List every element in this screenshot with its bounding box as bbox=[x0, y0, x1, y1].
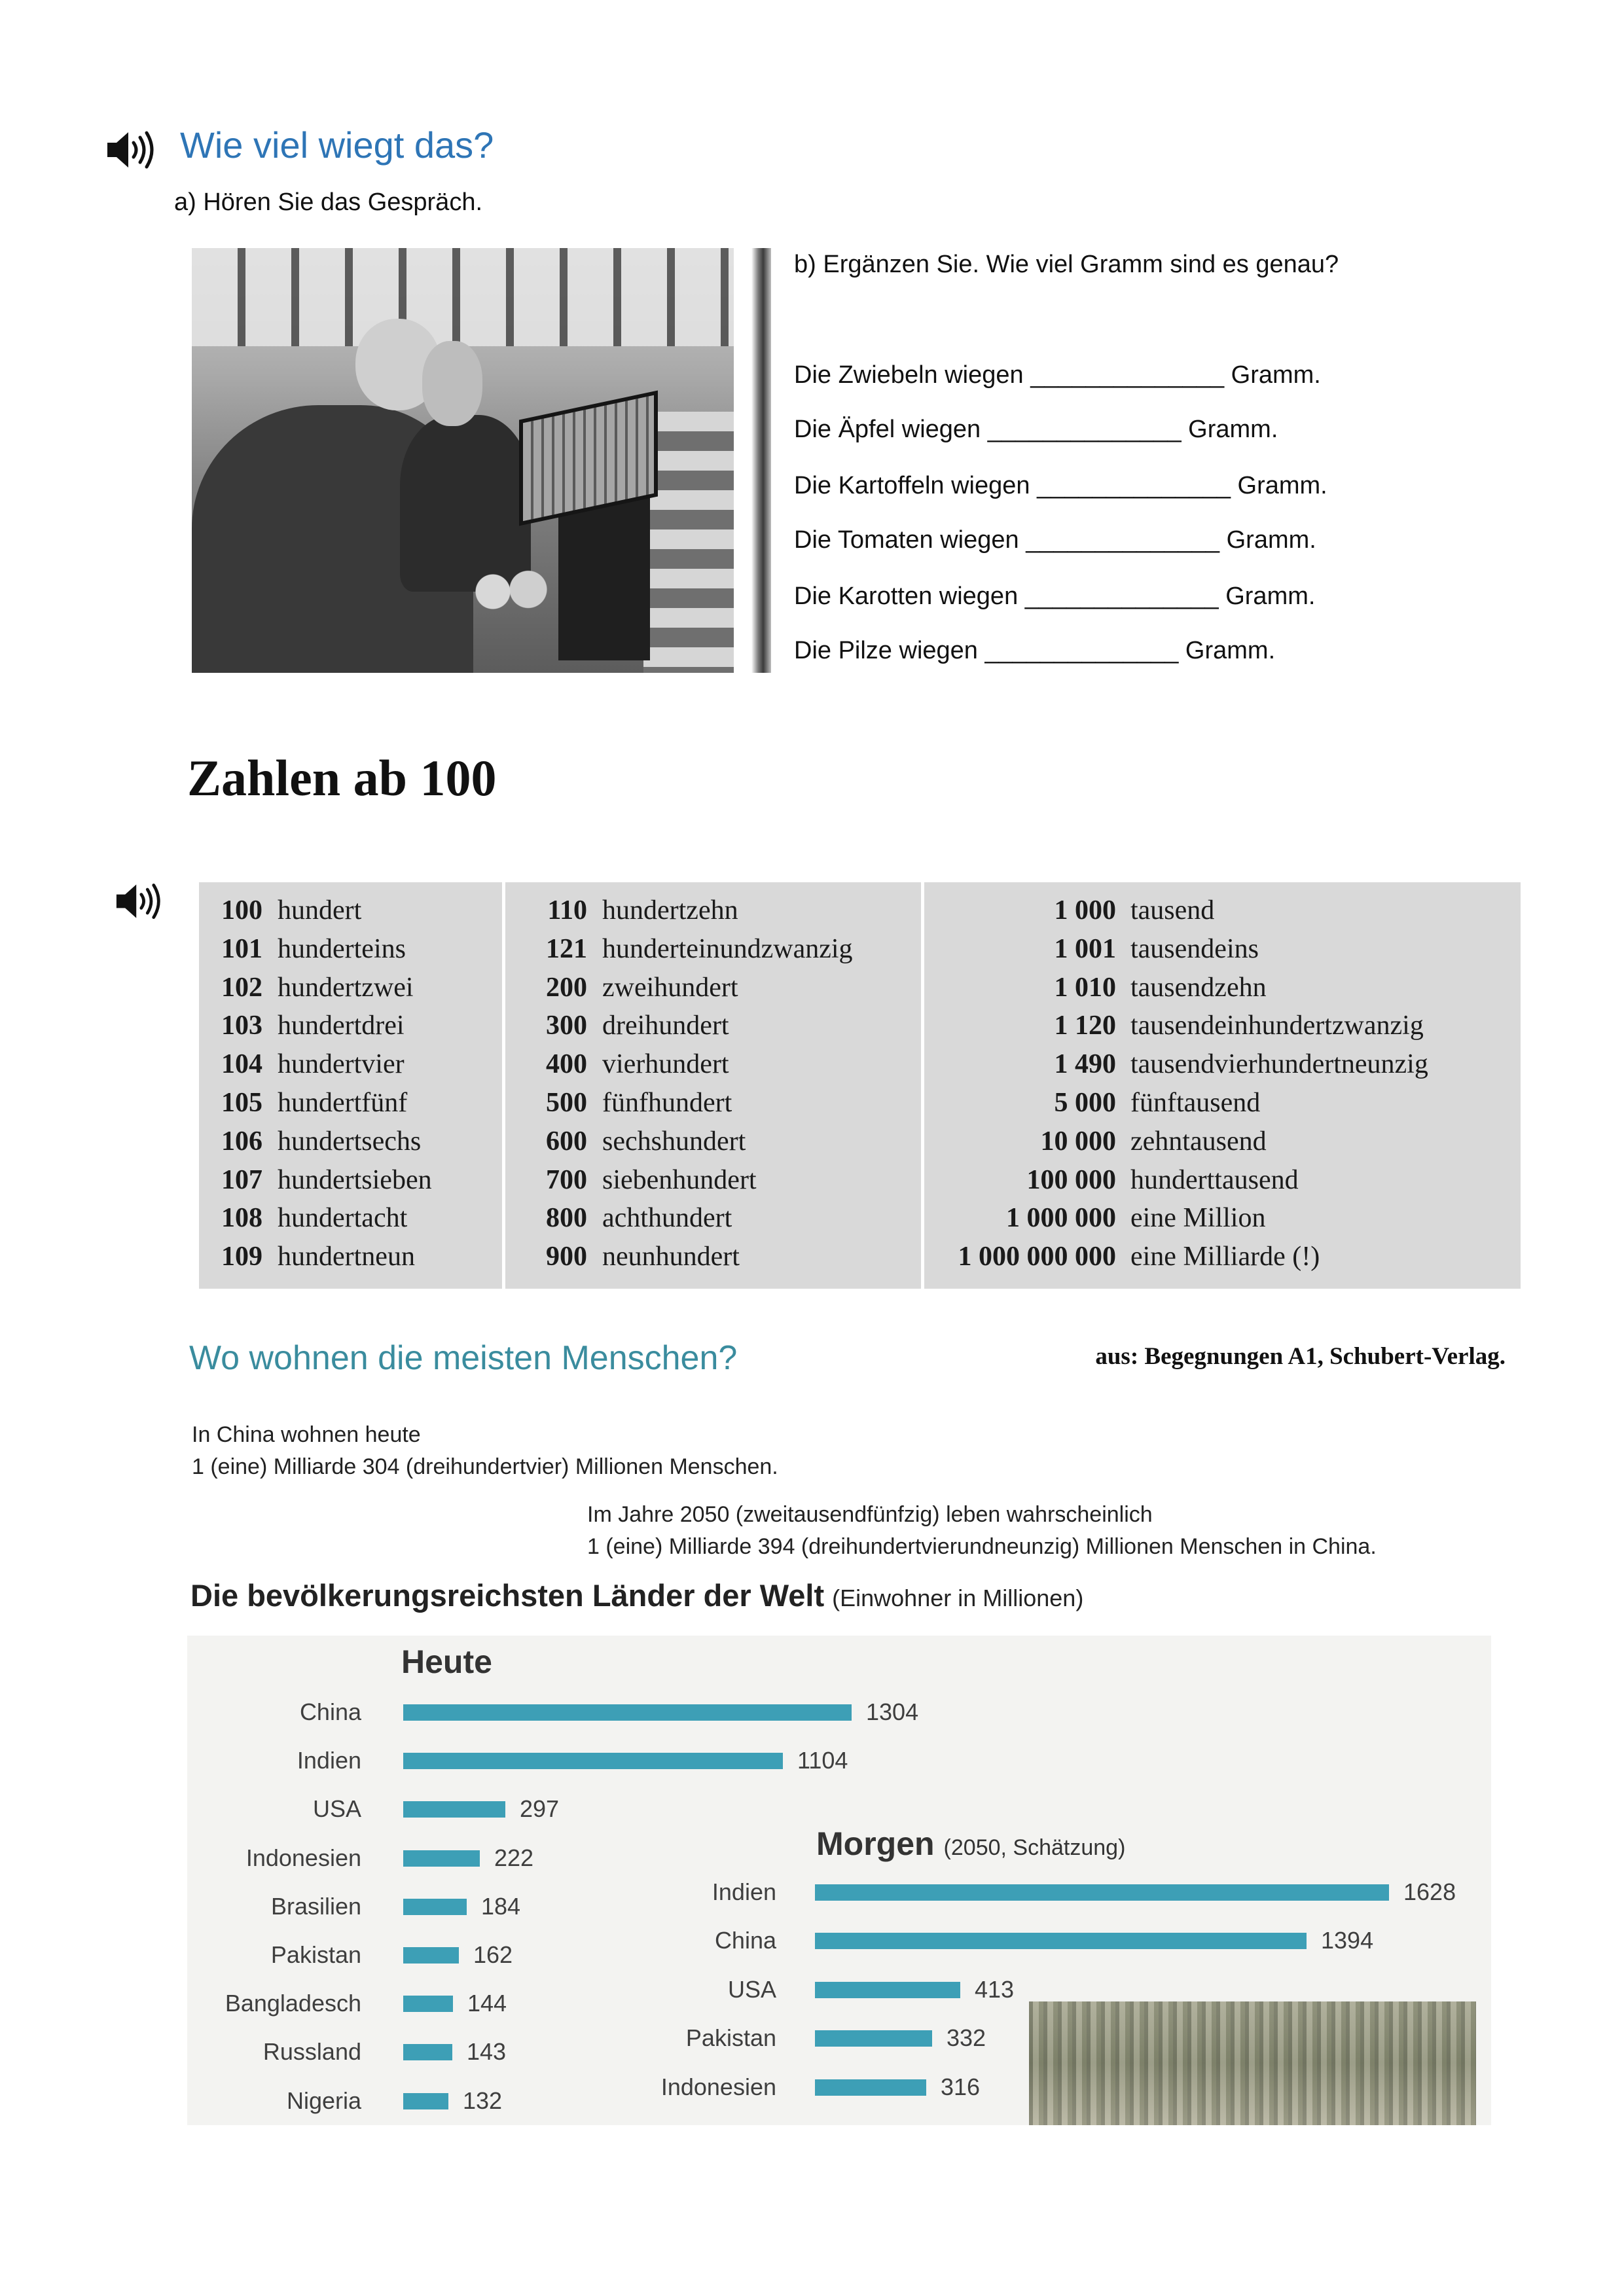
value-label: 143 bbox=[467, 2038, 507, 2065]
task-b-instruction: b) Ergänzen Sie. Wie viel Gramm sind es genau? bbox=[794, 251, 1339, 278]
value-label: 1304 bbox=[866, 1698, 919, 1725]
photo-woman-figure bbox=[400, 415, 531, 592]
number-word: sechshundert bbox=[602, 1126, 746, 1157]
number-value: 400 bbox=[546, 1049, 587, 1079]
sentence-text: Die Tomaten wiegen bbox=[794, 526, 1019, 554]
number-value: 106 bbox=[221, 1126, 262, 1157]
shopping-scale-photo bbox=[192, 248, 734, 673]
value-label: 1394 bbox=[1321, 1927, 1374, 1954]
number-value: 100 000 bbox=[1026, 1165, 1116, 1195]
number-value: 1 001 bbox=[1054, 934, 1116, 964]
chart-heading bbox=[190, 1580, 1083, 1611]
answer-blank: ______________ bbox=[1037, 472, 1231, 499]
value-label: 1104 bbox=[797, 1747, 848, 1774]
number-value: 500 bbox=[546, 1088, 587, 1118]
number-word: tausendvierhundertneunzig bbox=[1130, 1049, 1428, 1079]
sentence-text: Die Karotten wiegen bbox=[794, 583, 1019, 610]
unit-label: Gramm. bbox=[1188, 416, 1278, 443]
number-value: 10 000 bbox=[1040, 1126, 1116, 1157]
category-label: Nigeria bbox=[286, 2087, 361, 2114]
unit-label: Gramm. bbox=[1237, 472, 1327, 499]
category-label: Indien bbox=[712, 1878, 776, 1905]
category-label: USA bbox=[312, 1795, 361, 1822]
answer-blank: ______________ bbox=[1024, 583, 1219, 610]
sentence-text: Die Äpfel wiegen bbox=[794, 416, 981, 443]
chart-future-heading bbox=[816, 1827, 1125, 1860]
photo-windows bbox=[192, 248, 734, 346]
chart-today-title: Heute bbox=[401, 1643, 492, 1680]
section-heading-population: Wo wohnen die meisten Menschen? bbox=[189, 1339, 738, 1377]
number-word: fünfhundert bbox=[602, 1088, 732, 1118]
chart-title: Die bevölkerungsreichsten Länder der Welt bbox=[190, 1578, 825, 1613]
category-label: Pakistan bbox=[270, 1941, 361, 1968]
number-value: 121 bbox=[546, 934, 587, 964]
number-word: hundertdrei bbox=[278, 1011, 405, 1041]
today-text-line: 1 (eine) Milliarde 304 (dreihundertvier) Millionen Menschen. bbox=[192, 1454, 778, 1479]
value-label: 1628 bbox=[1403, 1878, 1456, 1905]
unit-label: Gramm. bbox=[1185, 637, 1276, 664]
number-word: hundertneun bbox=[278, 1242, 415, 1272]
number-value: 1 000 000 bbox=[1006, 1203, 1116, 1233]
fill-in-sentence bbox=[794, 638, 1275, 663]
number-word: hundertacht bbox=[278, 1203, 408, 1233]
photo-woman-head bbox=[422, 341, 482, 426]
fill-in-sentence bbox=[794, 528, 1316, 552]
value-label: 184 bbox=[481, 1893, 521, 1920]
future-text-line: 1 (eine) Milliarde 394 (dreihundertvierundneunzig) Millionen Menschen in China. bbox=[587, 1534, 1377, 1559]
fill-in-sentence bbox=[794, 363, 1321, 387]
bar bbox=[815, 1884, 1389, 1901]
category-label: Russland bbox=[262, 2038, 361, 2065]
value-label: 144 bbox=[467, 1990, 507, 2017]
section-title-numbers: Zahlen ab 100 bbox=[187, 749, 497, 806]
unit-label: Gramm. bbox=[1226, 526, 1316, 554]
fill-in-sentence bbox=[794, 473, 1327, 498]
source-citation: aus: Begegnungen A1, Schubert-Verlag. bbox=[1095, 1343, 1506, 1370]
unit-label: Gramm. bbox=[1231, 361, 1321, 389]
number-value: 1 490 bbox=[1054, 1049, 1116, 1079]
answer-blank: ______________ bbox=[984, 637, 1179, 664]
bar bbox=[815, 1933, 1307, 1949]
speaker-icon bbox=[106, 130, 156, 170]
sentence-text: Die Pilze wiegen bbox=[794, 637, 978, 664]
scan-edge-shadow bbox=[751, 248, 771, 673]
number-word: hundertzehn bbox=[602, 895, 738, 925]
sentence-text: Die Kartoffeln wiegen bbox=[794, 472, 1030, 499]
number-word: tausendeins bbox=[1130, 934, 1259, 964]
number-word: fünftausend bbox=[1130, 1088, 1261, 1118]
future-text-line: Im Jahre 2050 (zweitausendfünfzig) leben wahrscheinlich bbox=[587, 1502, 1153, 1527]
bar bbox=[403, 1801, 505, 1818]
number-table bbox=[199, 882, 1521, 1289]
number-word: zweihundert bbox=[602, 973, 738, 1003]
number-value: 110 bbox=[547, 895, 587, 925]
number-word: hunderteinundzwanzig bbox=[602, 934, 853, 964]
number-value: 800 bbox=[546, 1203, 587, 1233]
number-word: neunhundert bbox=[602, 1242, 740, 1272]
number-word: hundert bbox=[278, 895, 362, 925]
answer-blank: ______________ bbox=[1026, 526, 1220, 554]
value-label: 413 bbox=[975, 1976, 1015, 2003]
bar bbox=[815, 2079, 926, 2096]
number-word: hundertvier bbox=[278, 1049, 405, 1079]
population-chart bbox=[187, 1636, 1491, 2125]
today-text-line: In China wohnen heute bbox=[192, 1422, 421, 1447]
bar bbox=[403, 2093, 448, 2109]
number-value: 200 bbox=[546, 973, 587, 1003]
number-word: hunderteins bbox=[278, 934, 406, 964]
bar bbox=[403, 2044, 452, 2060]
number-value: 109 bbox=[221, 1242, 262, 1272]
exercise-title: Wie viel wiegt das? bbox=[180, 124, 494, 166]
fill-in-sentence bbox=[794, 417, 1278, 442]
number-value: 600 bbox=[546, 1126, 587, 1157]
category-label: China bbox=[714, 1927, 776, 1954]
category-label: Indien bbox=[297, 1747, 361, 1774]
unit-label: Gramm. bbox=[1225, 583, 1316, 610]
number-value: 1 000 000 000 bbox=[958, 1242, 1116, 1272]
chart-future-title: Morgen bbox=[816, 1825, 935, 1862]
value-label: 332 bbox=[947, 2024, 986, 2051]
number-word: tausend bbox=[1130, 895, 1215, 925]
number-word: hundertsieben bbox=[278, 1165, 432, 1195]
bar bbox=[403, 1947, 459, 1964]
number-word: hundertzwei bbox=[278, 973, 414, 1003]
bar bbox=[815, 1982, 960, 1998]
number-value: 700 bbox=[546, 1165, 587, 1195]
answer-blank: ______________ bbox=[1030, 361, 1225, 389]
number-word: eine Milliarde (!) bbox=[1130, 1242, 1320, 1272]
bar bbox=[403, 1996, 453, 2012]
number-word: eine Million bbox=[1130, 1203, 1266, 1233]
number-value: 100 bbox=[221, 895, 262, 925]
number-value: 102 bbox=[221, 973, 262, 1003]
number-value: 108 bbox=[221, 1203, 262, 1233]
number-word: siebenhundert bbox=[602, 1165, 757, 1195]
bar bbox=[403, 1753, 783, 1769]
bar bbox=[403, 1899, 467, 1915]
bar bbox=[403, 1704, 852, 1721]
number-value: 1 120 bbox=[1054, 1011, 1116, 1041]
value-label: 132 bbox=[463, 2087, 503, 2114]
number-value: 105 bbox=[221, 1088, 262, 1118]
number-word: zehntausend bbox=[1130, 1126, 1267, 1157]
fill-in-sentence bbox=[794, 584, 1315, 609]
number-word: dreihundert bbox=[602, 1011, 729, 1041]
category-label: Bangladesch bbox=[225, 1990, 361, 2017]
value-label: 297 bbox=[520, 1795, 560, 1822]
bar bbox=[815, 2030, 932, 2047]
number-value: 103 bbox=[221, 1011, 262, 1041]
category-label: Indonesien bbox=[660, 2073, 776, 2100]
number-value: 300 bbox=[546, 1011, 587, 1041]
number-word: tausendeinhundertzwanzig bbox=[1130, 1011, 1424, 1041]
number-value: 101 bbox=[221, 934, 262, 964]
category-label: USA bbox=[727, 1976, 776, 2003]
sentence-text: Die Zwiebeln wiegen bbox=[794, 361, 1024, 389]
photo-apples bbox=[473, 569, 552, 615]
chart-unit: (Einwohner in Millionen) bbox=[832, 1585, 1084, 1611]
answer-blank: ______________ bbox=[987, 416, 1182, 443]
category-label: Indonesien bbox=[245, 1844, 361, 1871]
number-value: 107 bbox=[221, 1165, 262, 1195]
number-value: 1 000 bbox=[1054, 895, 1116, 925]
number-value: 5 000 bbox=[1054, 1088, 1116, 1118]
chart-future-subtitle: (2050, Schätzung) bbox=[943, 1835, 1126, 1860]
number-word: hundertsechs bbox=[278, 1126, 422, 1157]
category-label: Brasilien bbox=[270, 1893, 361, 1920]
number-word: hundertfünf bbox=[278, 1088, 408, 1118]
bar bbox=[403, 1850, 480, 1867]
value-label: 222 bbox=[494, 1844, 534, 1871]
category-label: Pakistan bbox=[685, 2024, 776, 2051]
number-value: 104 bbox=[221, 1049, 262, 1079]
number-value: 900 bbox=[546, 1242, 587, 1272]
category-label: China bbox=[299, 1698, 361, 1725]
task-a-instruction: a) Hören Sie das Gespräch. bbox=[174, 188, 483, 216]
background-photo bbox=[1029, 2001, 1476, 2125]
number-word: achthundert bbox=[602, 1203, 732, 1233]
value-label: 162 bbox=[473, 1941, 513, 1968]
number-word: hunderttausend bbox=[1130, 1165, 1299, 1195]
number-word: vierhundert bbox=[602, 1049, 729, 1079]
number-word: tausendzehn bbox=[1130, 973, 1267, 1003]
value-label: 316 bbox=[941, 2073, 981, 2100]
number-value: 1 010 bbox=[1054, 973, 1116, 1003]
